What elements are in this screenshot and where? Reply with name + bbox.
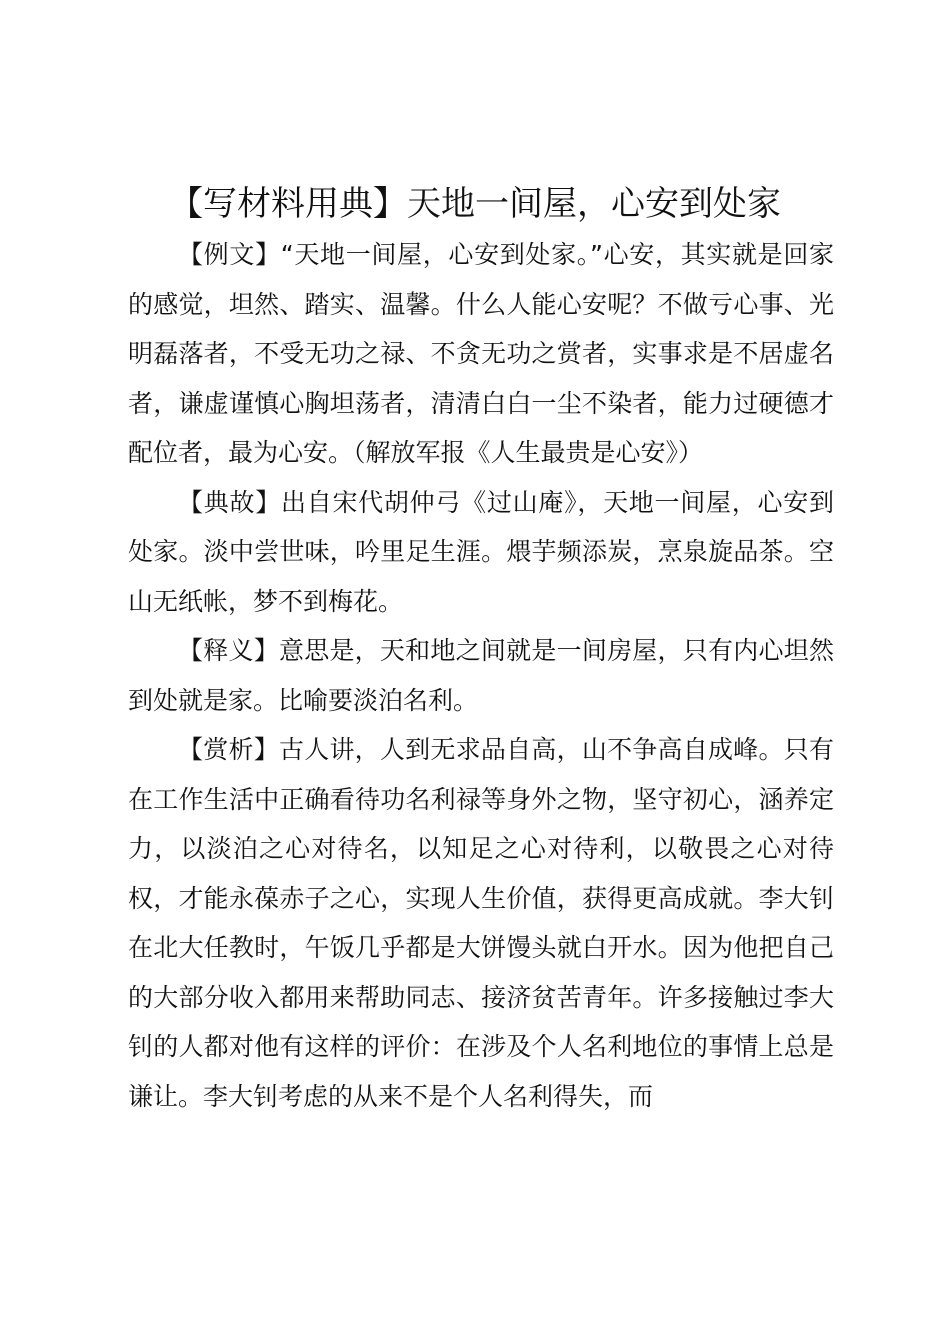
paragraph-label: 【例文】 xyxy=(178,240,281,269)
paragraph-text: 出自宋代胡仲弓《过山庵》，天地一间屋，心安到处家。淡中尝世味，吟里足生涯。煨芋频添炭，烹泉旋品茶。空山无纸帐，梦不到梅花。 xyxy=(128,487,834,616)
document-body xyxy=(128,230,834,1121)
paragraph-label: 【释义】 xyxy=(178,636,279,665)
paragraph-analysis xyxy=(128,725,834,1121)
paragraph-text: 古人讲，人到无求品自高，山不争高自成峰。只有在工作生活中正确看待功名利禄等身外之物，坚守初心，涵养定力，以淡泊之心对待名，以知足之心对待利，以敬畏之心对待权，才能永葆赤子之心，实现人生价值，获得更高成就。李大钊在北大任教时，午饭几乎都是大饼馒头就白开水。因为他把自己的大部分收入都用来帮助同志、接济贫苦青年。许多接触过李大钊的人都对他有这样的评价：在涉及个人名利地位的事情上总是谦让。李大钊考虑的从来不是个人名利得失，而 xyxy=(128,735,834,1111)
paragraph-example xyxy=(128,230,834,478)
paragraph-text: 意思是，天和地之间就是一间房屋，只有内心坦然到处就是家。比喻要淡泊名利。 xyxy=(128,636,834,715)
paragraph-meaning xyxy=(128,626,834,725)
paragraph-label: 【典故】 xyxy=(178,487,281,517)
document-title: 【写材料用典】天地一间屋，心安到处家 xyxy=(169,184,781,224)
paragraph-text: “天地一间屋，心安到处家。”心安，其实就是回家的感觉，坦然、踏实、温馨。什么人能心安呢？不做亏心事、光明磊落者，不受无功之禄、不贪无功之赏者，实事求是不居虚名者，谦虚谨慎心胸坦荡者，清清白白一尘不染者，能力过硬德才配位者，最为心安。（解放军报《人生最贵是心安》） xyxy=(128,240,834,467)
paragraph-label: 【赏析】 xyxy=(178,735,279,764)
paragraph-allusion xyxy=(128,478,834,627)
